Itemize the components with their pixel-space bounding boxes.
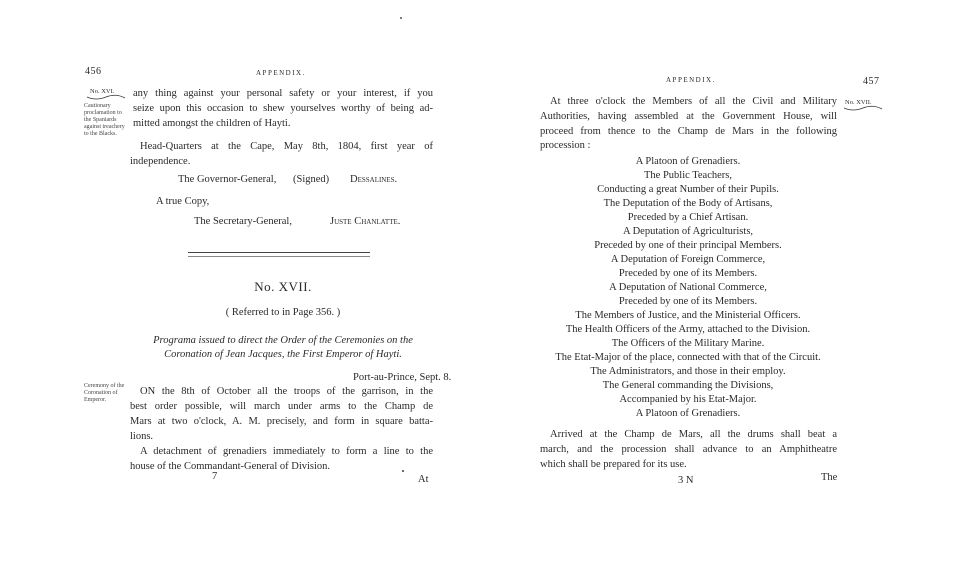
section-title: No. XVII. — [254, 279, 312, 294]
text-line: any thing against your personal safety or your interest, if you — [133, 88, 433, 99]
procession-item: A Platoon of Grenadiers. — [635, 156, 741, 167]
intro-line: Authorities, having assembled at the Government House, will — [540, 111, 837, 122]
procession-item: Preceded by a Chief Artisan. — [627, 212, 749, 223]
program-title: Coronation of Jean Jacques, the First Emperor of Hayti. — [164, 349, 402, 360]
paragraph-line: ON the 8th of October all the troops of the garrison, in the — [140, 386, 433, 397]
closing-line: march, and the procession shall advance to an Amphitheatre — [540, 444, 837, 455]
place-date: Port-au-Prince, Sept. 8. — [353, 372, 452, 383]
procession-item: A Deputation of Foreign Commerce, — [610, 254, 766, 265]
scan-speck — [402, 470, 404, 472]
running-head: APPENDIX. — [666, 76, 716, 84]
closing-line: which shall be prepared for its use. — [540, 459, 687, 470]
procession-item: Preceded by one of their principal Members. — [594, 240, 782, 251]
flourish-icon — [86, 94, 126, 102]
procession-item: A Platoon of Grenadiers. — [635, 408, 741, 419]
text-line: seize upon this occasion to shew yourselves worthy of being ad- — [133, 103, 433, 114]
side-number: No. XVI. — [90, 88, 115, 95]
procession-item: The Administrators, and those in their employ. — [590, 366, 786, 377]
running-head: APPENDIX. — [256, 69, 306, 77]
page-number: 456 — [85, 66, 102, 77]
margin-note: Cautionary proclamation to the Spaniards against treachery to the Blacks. — [84, 103, 125, 137]
page-number: 457 — [863, 76, 880, 87]
signature-mark: 7 — [212, 471, 218, 482]
procession-item: The General commanding the Divisions, — [602, 380, 774, 391]
headquarters-line: independence. — [130, 156, 191, 167]
signature-signed: (Signed) — [293, 174, 330, 185]
procession-item: The Deputation of the Body of Artisans, — [603, 198, 773, 209]
text-line: mitted amongst the children of Hayti. — [133, 118, 291, 129]
procession-item: The Etat-Major of the place, connected with that of the Circuit. — [555, 352, 821, 363]
procession-item: The Officers of the Military Marine. — [611, 338, 765, 349]
referred-note: ( Referred to in Page 356. ) — [225, 307, 341, 318]
signature-mark: 3 N — [678, 475, 694, 486]
signature-label: The Governor-General, — [178, 174, 277, 185]
true-copy: A true Copy, — [156, 196, 210, 207]
procession-item: Conducting a great Number of their Pupils. — [597, 184, 779, 195]
headquarters-line: Head-Quarters at the Cape, May 8th, 1804, first year of — [140, 141, 433, 152]
paragraph-line: Mars at two o'clock, A. M. precisely, and form in square batta- — [130, 416, 433, 427]
signature-name: Dessalines. — [350, 174, 398, 185]
intro-line: procession : — [540, 140, 591, 151]
procession-item: Preceded by one of its Members. — [618, 268, 758, 279]
margin-note: Ceremony of the Coronation of Emperor. — [84, 383, 125, 403]
procession-item: The Health Officers of the Army, attached to the Division. — [565, 324, 811, 335]
paragraph-line: A detachment of grenadiers immediately to form a line to the — [140, 446, 433, 457]
catchword: The — [821, 472, 838, 483]
catchword: At — [418, 474, 429, 485]
procession-item: Preceded by one of its Members. — [618, 296, 758, 307]
closing-line: Arrived at the Champ de Mars, all the drums shall beat a — [550, 429, 837, 440]
procession-item: A Deputation of National Commerce, — [609, 282, 767, 293]
signature-name: Juste Chanlatte. — [330, 216, 401, 227]
intro-line: At three o'clock the Members of all the Civil and Military — [550, 96, 837, 107]
program-title: Programa issued to direct the Order of the Ceremonies on the — [153, 335, 413, 346]
procession-item: Accompanied by his Etat-Major. — [619, 394, 757, 405]
procession-item: The Members of Justice, and the Ministerial Officers. — [575, 310, 801, 321]
flourish-icon — [843, 105, 883, 113]
paragraph-line: best order possible, will march under arms to the Champ de — [130, 401, 433, 412]
procession-item: A Deputation of Agriculturists, — [622, 226, 754, 237]
right-page — [490, 0, 980, 565]
scan-speck — [400, 17, 402, 19]
paragraph-line: house of the Commandant-General of Division. — [130, 461, 331, 472]
paragraph-line: lions. — [130, 431, 154, 442]
side-number: No. XVII. — [845, 99, 872, 106]
intro-line: proceed from thence to the Champ de Mars in the following — [540, 126, 837, 137]
section-divider — [188, 252, 370, 257]
procession-item: The Public Teachers, — [644, 170, 732, 181]
signature-label: The Secretary-General, — [194, 216, 292, 227]
